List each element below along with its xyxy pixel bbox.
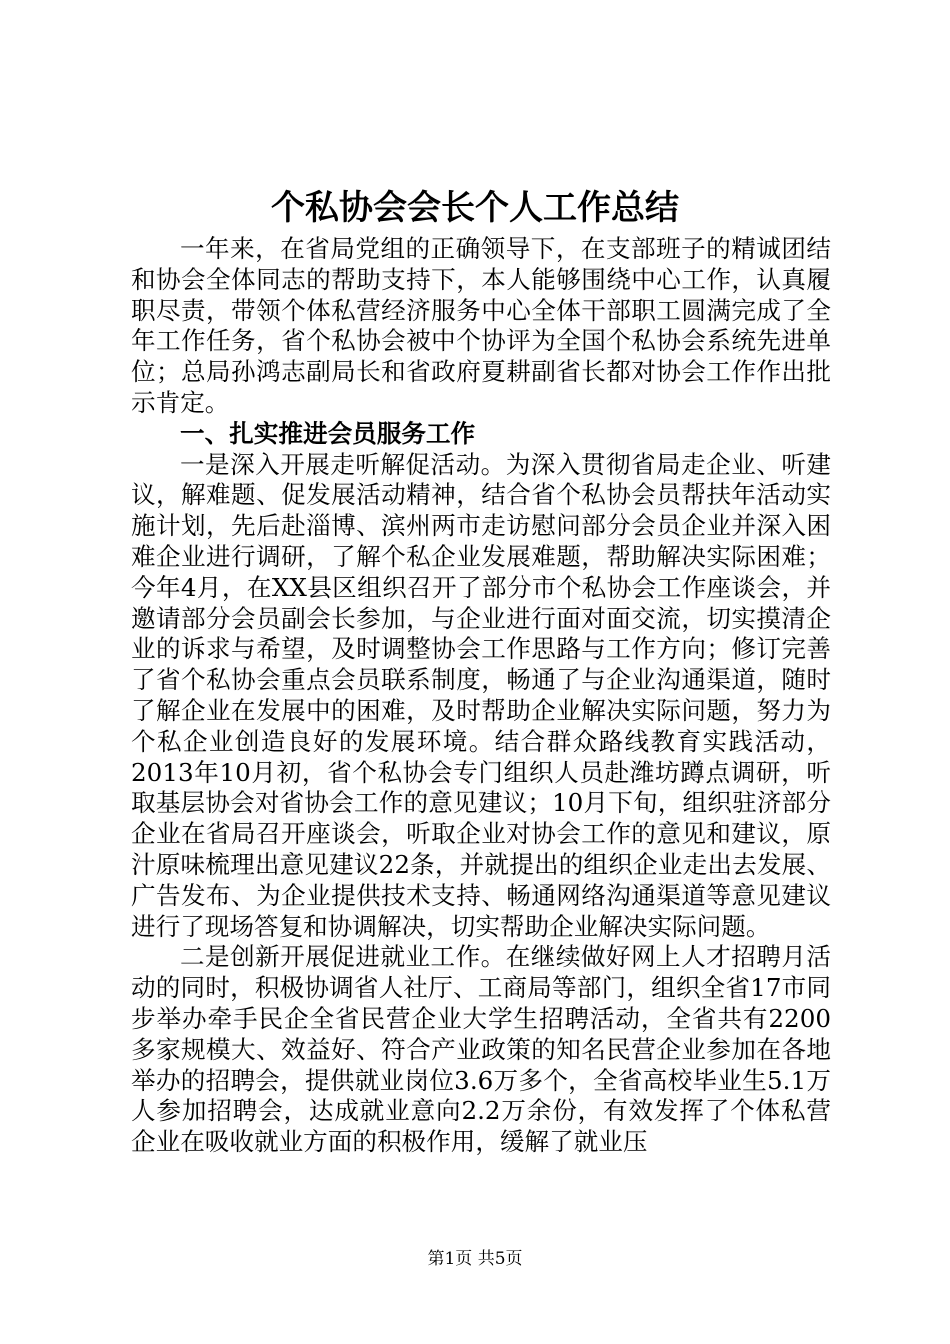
document-body [131, 234, 831, 1158]
body-paragraph-2: 二是创新开展促进就业工作。在继续做好网上人才招聘月活动的同时，积极协调省人社厅、工商局等部门，组织全省17市同步举办牵手民企全省民营企业大学生招聘活动，全省共有2200多家规模大、效益好、符合产业政策的知名民营企业参加在各地举办的招聘会，提供就业岗位3.6万多个，全省高校毕业生5.1万人参加招聘会，达成就业意向2.2万余份，有效发挥了个体私营企业在吸收就业方面的积极作用，缓解了就业压 [131, 942, 831, 1157]
intro-paragraph: 一年来，在省局党组的正确领导下，在支部班子的精诚团结和协会全体同志的帮助支持下，本人能够围绕中心工作，认真履职尽责，带领个体私营经济服务中心全体干部职工圆满完成了全年工作任务，省个私协会被中个协评为全国个私协会系统先进单位；总局孙鸿志副局长和省政府夏耕副省长都对协会工作作出批示肯定。 [131, 234, 831, 417]
section-heading: 一、扎实推进会员服务工作 [180, 418, 476, 448]
page-footer: 第1页 共5页 [427, 1249, 523, 1269]
body-paragraph-1: 一是深入开展走听解促活动。为深入贯彻省局走企业、听建议，解难题、促发展活动精神，结合省个私协会员帮扶年活动实施计划，先后赴淄博、滨州两市走访慰问部分会员企业并深入困难企业进行调研，了解个私企业发展难题，帮助解决实际困难；今年4月，在XX县区组织召开了部分市个私协会工作座谈会，并邀请部分会员副会长参加，与企业进行面对面交流，切实摸清企业的诉求与希望，及时调整协会工作思路与工作方向；修订完善了省个私协会重点会员联系制度，畅通了与企业沟通渠道，随时了解企业在发展中的困难，及时帮助企业解决实际问题，努力为个私企业创造良好的发展环境。结合群众路线教育实践活动，2013年10月初，省个私协会专门组织人员赴潍坊蹲点调研，听取基层协会对省协会工作的意见建议；10月下旬，组织驻济部分企业在省局召开座谈会，听取企业对协会工作的意见和建议，原汁原味梳理出意见建议22条，并就提出的组织企业走出去发展、广告发布、为企业提供技术支持、畅通网络沟通渠道等意见建议进行了现场答复和协调解决，切实帮助企业解决实际问题。 [131, 449, 831, 941]
document-title: 个私协会会长个人工作总结 [271, 188, 679, 228]
